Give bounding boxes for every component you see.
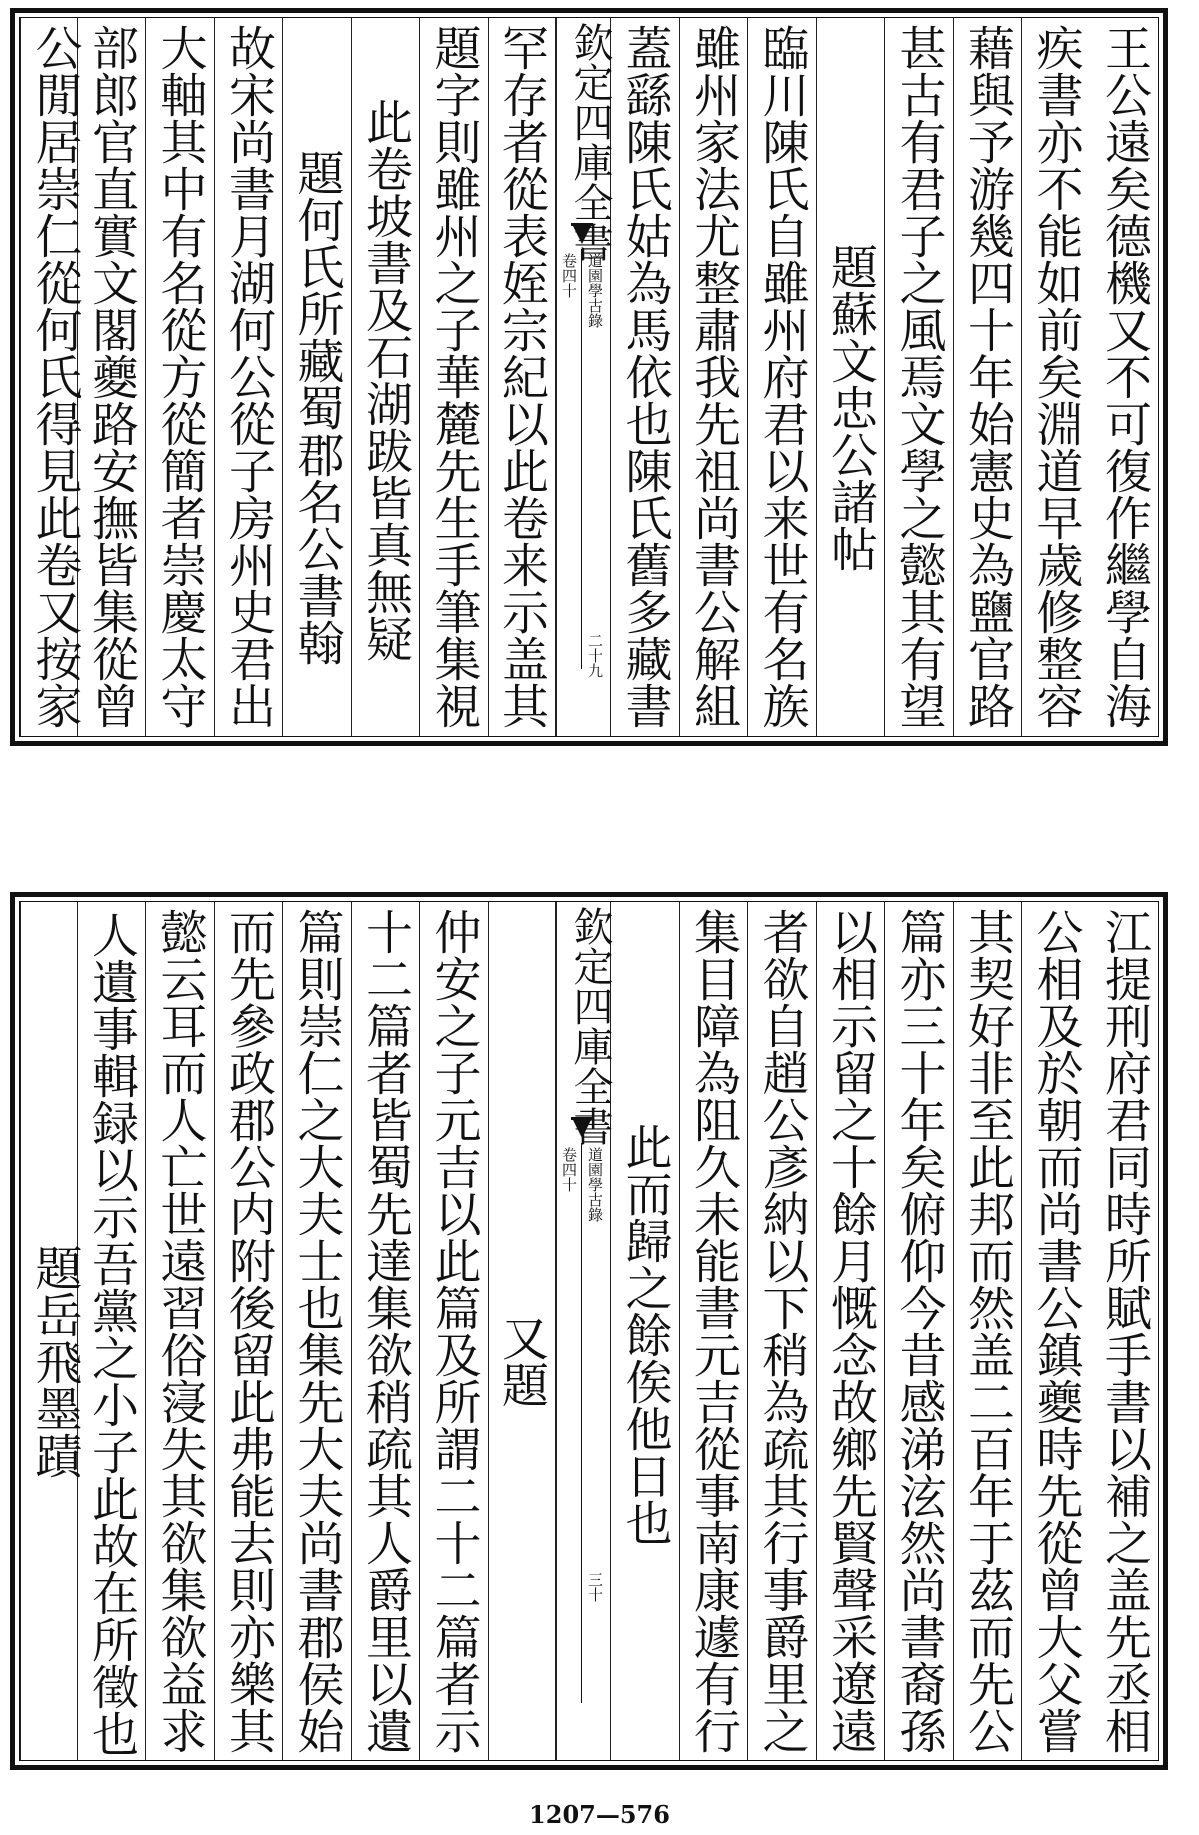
text-column: 公閒居崇仁從何氏得見此卷又按家: [20, 18, 89, 736]
text-column: 者欲自趙公彥納以下稍為疏其行事爵里之: [747, 902, 816, 1760]
bottom-page-frame: [19, 901, 1159, 1761]
text-column: 十二篇者皆蜀先達集欲稍疏其人爵里以遺: [351, 902, 420, 1760]
text-column: 蓋繇陳氏姑為馬依也陳氏舊多藏書: [610, 18, 679, 736]
text-column: 罕存者從表姪宗紀以此卷来示盖其: [488, 18, 557, 736]
top-page-frame: [19, 17, 1159, 737]
text-column: 部郎官直實文閣夔路安撫皆集從曾: [77, 18, 146, 736]
fish-tail-mark: [571, 1117, 593, 1144]
text-column: 此而歸之餘俟他日也: [610, 902, 679, 1760]
fold-line: [581, 249, 582, 669]
fold-volume: 卷四十: [560, 1147, 578, 1192]
text-column: 大軸其中有名從方從簡者崇慶太守: [145, 18, 214, 736]
fold-line: [581, 1143, 582, 1703]
text-column: 仲安之子元吉以此篇及所謂二十二篇者示: [419, 902, 488, 1760]
fold-volume: 卷四十: [560, 253, 578, 298]
top-page: [10, 8, 1168, 746]
bottom-page: [10, 892, 1168, 1770]
text-column: 藉與予游幾四十年始憲史為鹽官路: [953, 18, 1022, 736]
text-column: 而先參政郡公内附後留此弗能去則亦樂其: [214, 902, 283, 1760]
book-title: 欽定四庫全書: [567, 906, 613, 1146]
text-column: 臨川陳氏自雖州府君以来世有名族: [747, 18, 816, 736]
fold-page-number: 三十: [586, 1572, 604, 1602]
text-column: 題字則雖州之子華麓先生手筆集視: [419, 18, 488, 736]
page-number: 1207—576: [529, 1800, 670, 1829]
text-column: 篇亦三十年矣俯仰今昔感涕泫然尚書裔孫: [884, 902, 953, 1760]
fish-tail-mark: [571, 223, 593, 250]
text-column: 集目障為阻久未能書元吉從事南康遽有行: [679, 902, 748, 1760]
fold-margin: [556, 902, 613, 1760]
text-column: 以相示留之十餘月慨念故鄉先賢聲采遼遠: [816, 902, 885, 1760]
text-column: 人遺事輯録以示吾黨之小子此故在所徵也: [77, 902, 146, 1760]
text-column: 題何氏所藏蜀郡名公書翰: [282, 18, 351, 736]
fold-page-number: 二十九: [586, 633, 604, 678]
text-column: 懿云耳而人亡世遠習俗寖失其欲集欲益求: [145, 902, 214, 1760]
fold-title: 道園學古錄: [586, 253, 604, 328]
text-column: 甚古有君子之風焉文學之懿其有望: [884, 18, 953, 736]
text-column: 此卷坡書及石湖跋皆真無疑: [351, 18, 420, 736]
text-column: 故宋尚書月湖何公從子房州史君出: [214, 18, 283, 736]
text-column: 其契好非至此邦而然盖二百年于茲而先公: [953, 902, 1022, 1760]
text-column: 疾書亦不能如前矣淵道早歲修整容: [1021, 18, 1090, 736]
book-title: 欽定四庫全書: [567, 22, 613, 262]
text-column: 雖州家法尤整肅我先祖尚書公解組: [679, 18, 748, 736]
text-column: 公相及於朝而尚書公鎮夔時先從曾大父嘗: [1021, 902, 1090, 1760]
text-column: 題蘇文忠公諸帖: [816, 18, 885, 736]
fold-title: 道園學古錄: [586, 1147, 604, 1222]
text-column: 篇則崇仁之大夫士也集先大夫尚書郡侯始: [282, 902, 351, 1760]
fold-margin: [556, 18, 613, 736]
text-column: 江提刑府君同時所賦手書以補之盖先丞相: [1097, 908, 1152, 1754]
text-column: 又題: [488, 902, 557, 1760]
text-column: 題岳飛墨蹟: [20, 902, 89, 1760]
text-column: 王公遠矣德機又不可復作繼學自海: [1097, 24, 1152, 729]
